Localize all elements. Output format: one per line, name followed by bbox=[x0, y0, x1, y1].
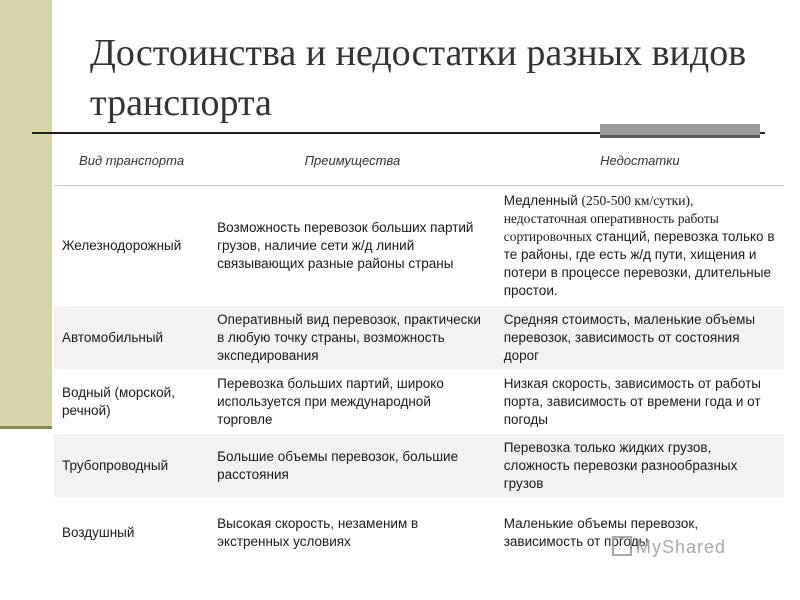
cons-text-part: Медленный bbox=[503, 192, 582, 208]
transport-table bbox=[54, 137, 784, 568]
cell-cons bbox=[496, 186, 784, 306]
cell-type: Воздушный bbox=[54, 498, 209, 568]
cell-type: Водный (морской, речной) bbox=[54, 370, 209, 434]
header-cons: Недостатки bbox=[496, 137, 784, 186]
cell-cons: Перевозка только жидких грузов, сложность перевозки разнообразных грузов bbox=[496, 434, 784, 498]
watermark bbox=[612, 536, 726, 558]
cell-cons: Низкая скорость, зависимость от работы порта, зависимость от времени года и от погоды bbox=[496, 370, 784, 434]
cell-cons: Маленькие объемы перевозок, зависимость от погоды bbox=[496, 498, 784, 568]
header-type: Вид транспорта bbox=[54, 137, 209, 186]
cons-text-part-serif: (250-500 км/сутки), недостаточная оперативность работы сортировочных bbox=[503, 192, 719, 244]
cell-pros: Перевозка больших партий, широко используется при международной торговле bbox=[209, 370, 496, 434]
cell-type: Железнодорожный bbox=[54, 186, 209, 306]
watermark-text: MyShared bbox=[636, 537, 727, 557]
left-accent-bar bbox=[0, 0, 52, 428]
cell-pros: Большие объемы перевозок, большие расстояния bbox=[209, 434, 496, 498]
watermark-logo-icon bbox=[612, 536, 632, 556]
table-row bbox=[54, 370, 784, 434]
table-header-row bbox=[54, 137, 784, 186]
cell-pros: Высокая скорость, незаменим в экстренных условиях bbox=[209, 498, 496, 568]
cell-type: Трубопроводный bbox=[54, 434, 209, 498]
cons-text-part: станций, перевозка только в те районы, где есть ж/д пути, хищения и потери в процессе перевозки, длительные простои. bbox=[503, 228, 775, 298]
table-row bbox=[54, 186, 784, 306]
cell-cons: Средняя стоимость, маленькие объемы перевозок, зависимость от состояния дорог bbox=[496, 306, 784, 370]
header-pros: Преимущества bbox=[209, 137, 496, 186]
table-row bbox=[54, 434, 784, 498]
cell-pros: Оперативный вид перевозок, практически в любую точку страны, возможность экспедирования bbox=[209, 306, 496, 370]
cell-pros: Возможность перевозок больших партий грузов, наличие сети ж/д линий связывающих разные районы страны bbox=[209, 186, 496, 306]
cell-type: Автомобильный bbox=[54, 306, 209, 370]
left-accent-bar-edge bbox=[0, 426, 52, 429]
table-row bbox=[54, 306, 784, 370]
slide-title: Достоинства и недостатки разных видов транспорта bbox=[90, 32, 747, 124]
